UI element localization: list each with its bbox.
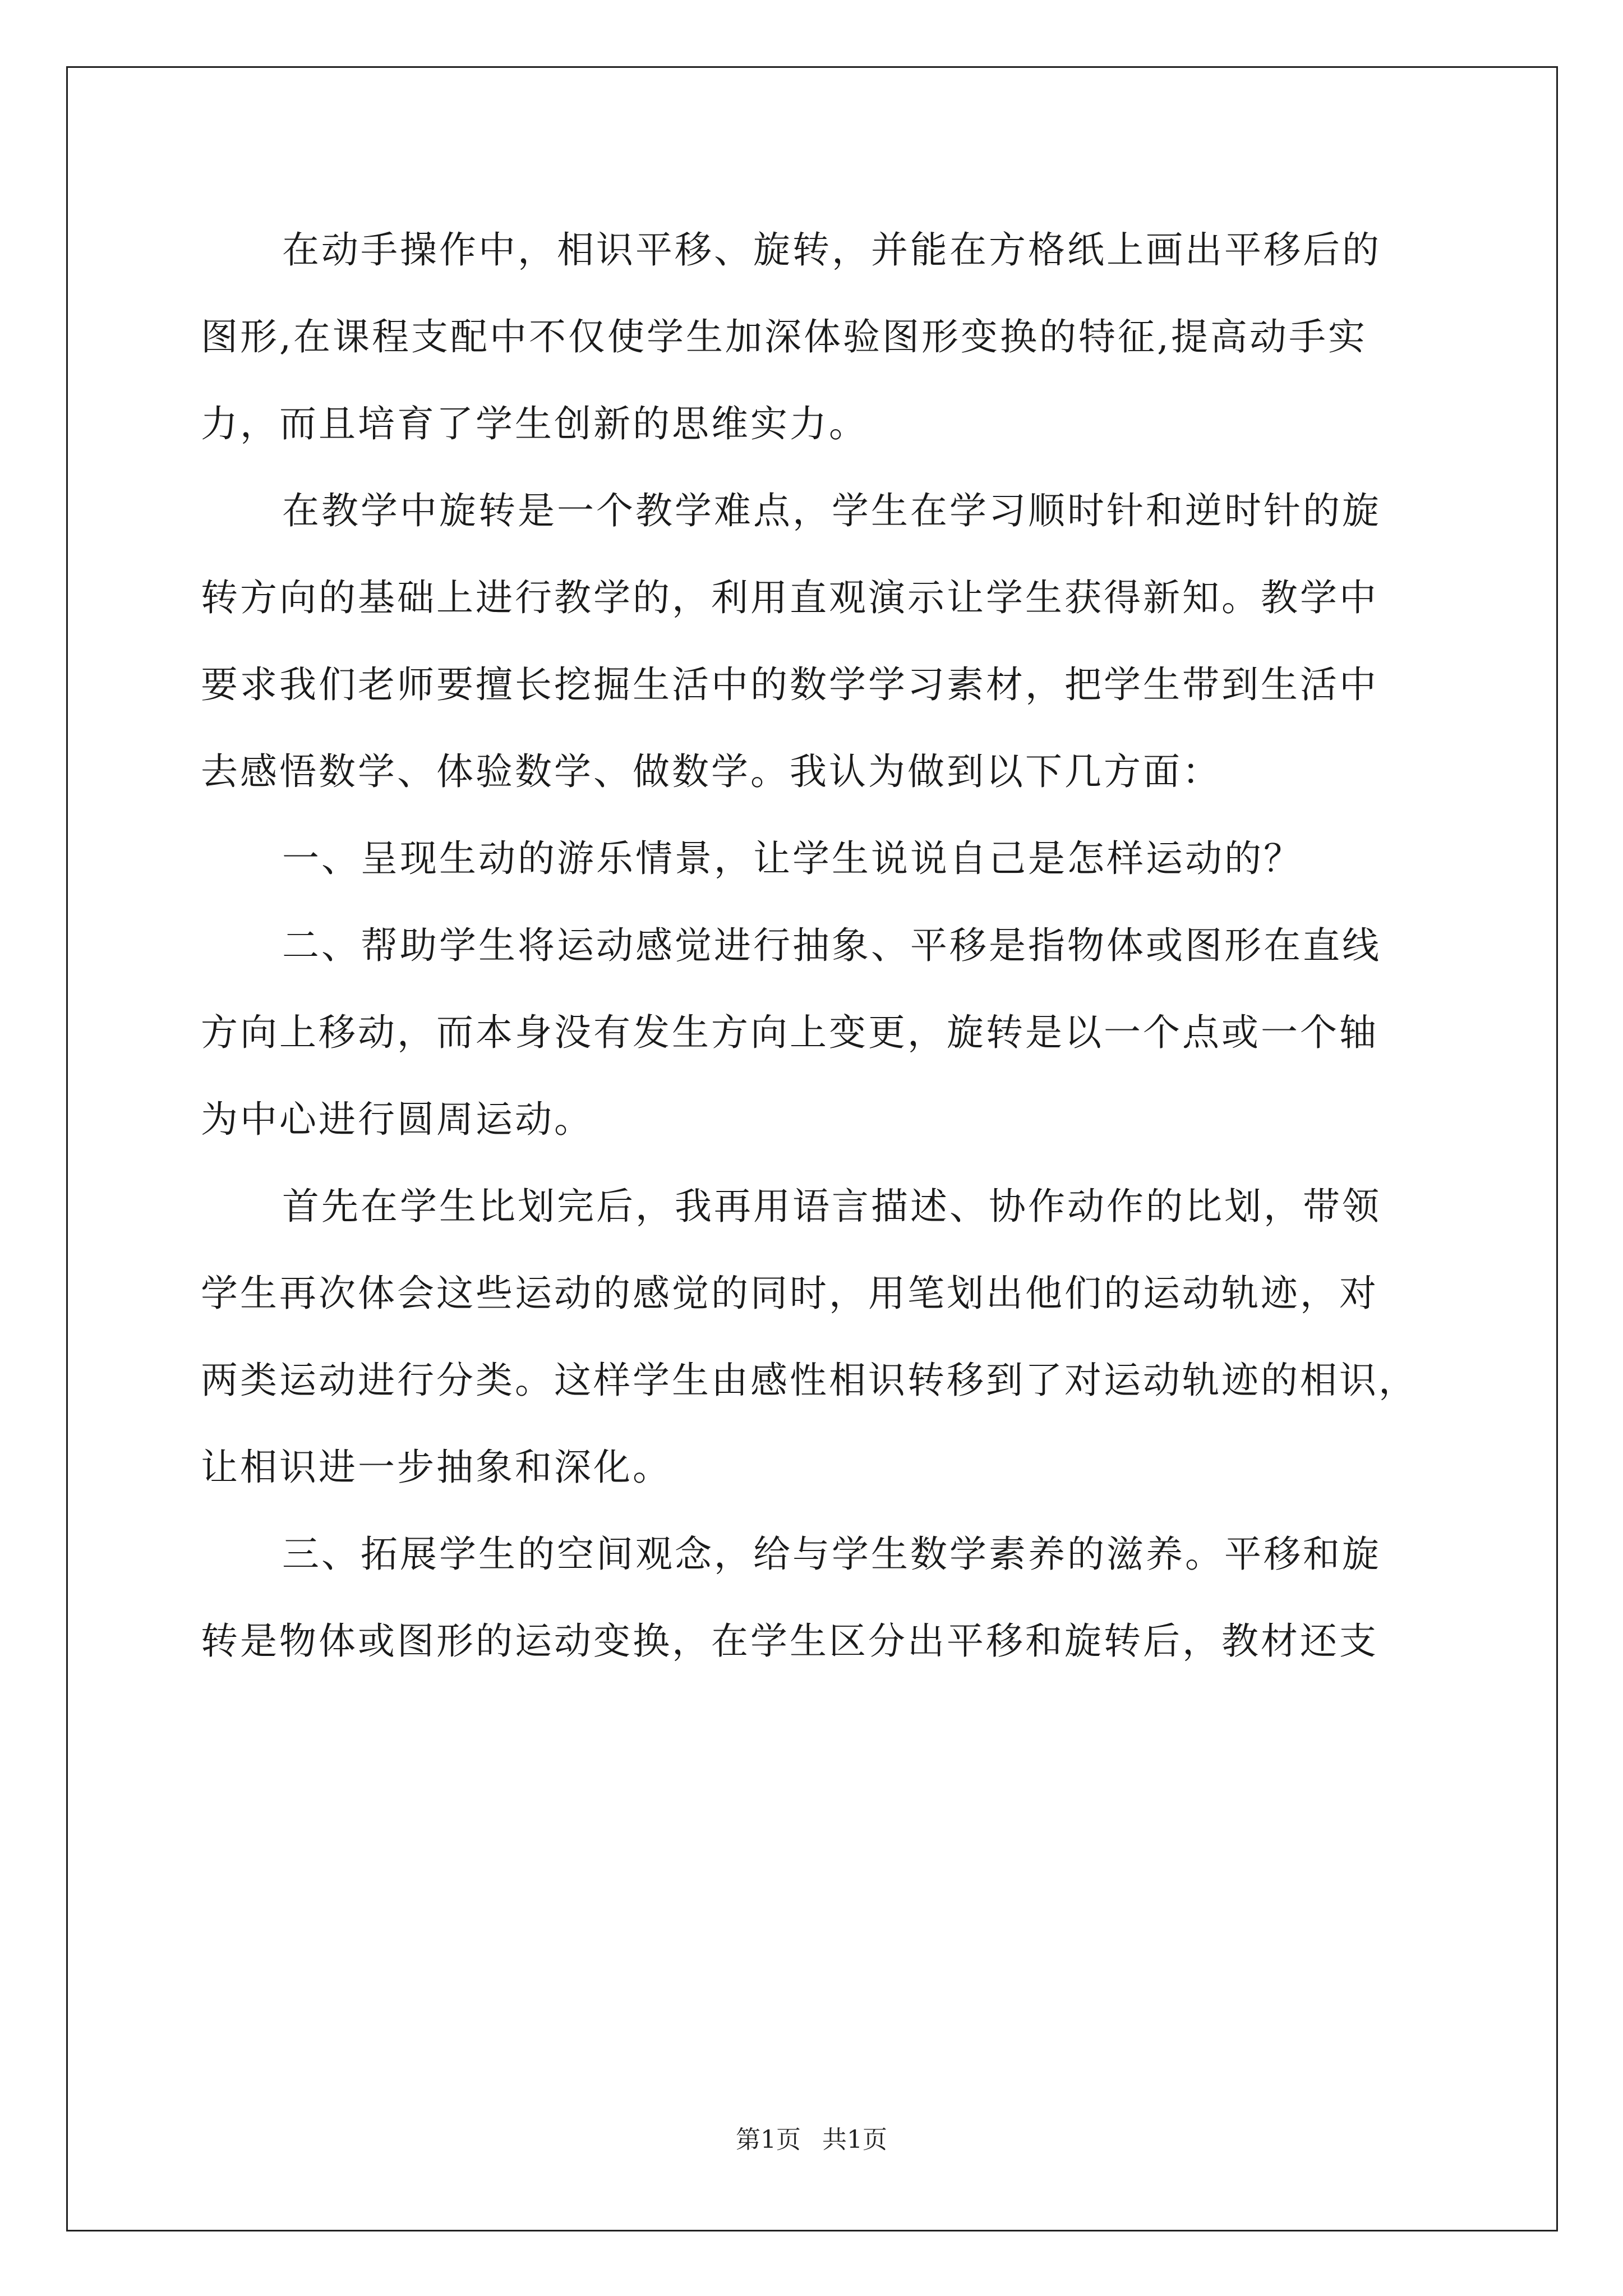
page-total: 共1页 (822, 2125, 887, 2154)
paragraph-4-line-1: 二、帮助学生将运动感觉进行抽象、平移是指物体或图形在直线 (282, 924, 1381, 967)
paragraph-4-line-3: 为中心进行圆周运动。 (201, 1098, 593, 1141)
paragraph-2-line-4: 去感悟数学、体验数学、做数学。我认为做到以下几方面： (201, 750, 1221, 793)
paragraph-2-line-3: 要求我们老师要擅长挖掘生活中的数学学习素材，把学生带到生活中 (201, 663, 1378, 706)
paragraph-2-line-2: 转方向的基础上进行教学的，利用直观演示让学生获得新知。教学中 (201, 576, 1378, 619)
paragraph-6-line-2: 转是物体或图形的运动变换，在学生区分出平移和旋转后，教材还支 (201, 1619, 1378, 1663)
paragraph-2-line-1: 在教学中旋转是一个教学难点，学生在学习顺时针和逆时针的旋 (282, 489, 1381, 532)
page-number: 第1页 (736, 2125, 801, 2154)
paragraph-5-line-4: 让相识进一步抽象和深化。 (201, 1446, 672, 1489)
paragraph-1-line-3: 力，而且培育了学生创新的思维实力。 (201, 402, 868, 445)
page-footer (0, 2123, 1623, 2157)
paragraph-3-line-1: 一、呈现生动的游乐情景，让学生说说自己是怎样运动的？ (282, 837, 1303, 880)
paragraph-6-line-1: 三、拓展学生的空间观念，给与学生数学素养的滋养。平移和旋 (282, 1533, 1381, 1576)
paragraph-5-line-1: 首先在学生比划完后，我再用语言描述、协作动作的比划，带领 (282, 1185, 1381, 1228)
paragraph-5-line-2: 学生再次体会这些运动的感觉的同时，用笔划出他们的运动轨迹，对 (201, 1272, 1378, 1315)
paragraph-1-line-1: 在动手操作中，相识平移、旋转，并能在方格纸上画出平移后的 (282, 228, 1381, 272)
paragraph-1-line-2: 图形,在课程支配中不仅使学生加深体验图形变换的特征,提高动手实 (201, 315, 1367, 358)
paragraph-5-line-3: 两类运动进行分类。这样学生由感性相识转移到了对运动轨迹的相识， (201, 1359, 1418, 1402)
paragraph-4-line-2: 方向上移动，而本身没有发生方向上变更，旋转是以一个点或一个轴 (201, 1011, 1378, 1054)
